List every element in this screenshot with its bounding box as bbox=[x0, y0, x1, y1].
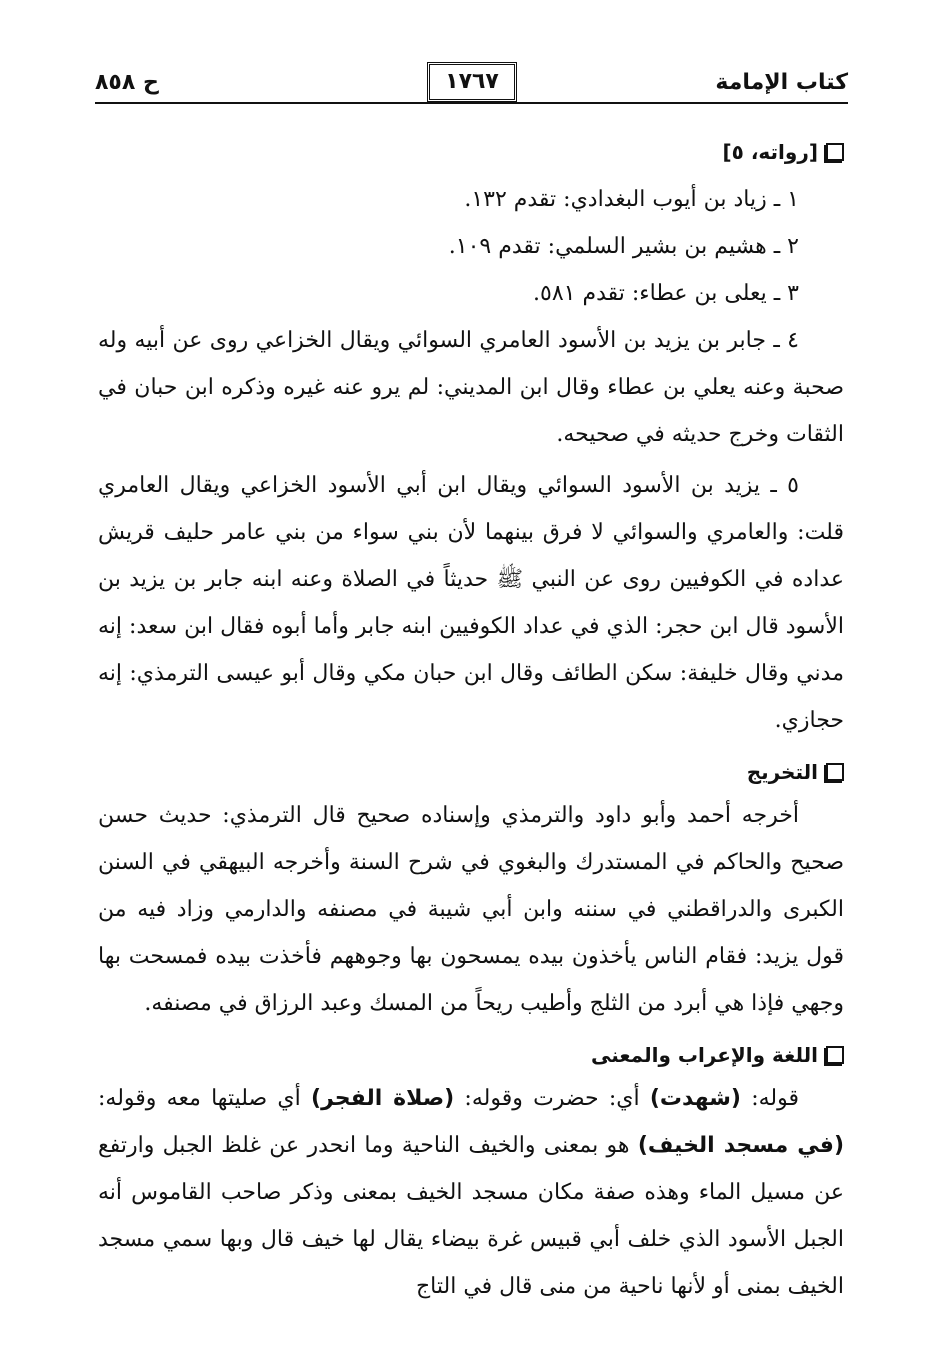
page-header bbox=[95, 62, 848, 112]
page-number: ١٧٦٧ bbox=[427, 62, 517, 102]
narrator-item: ٥ ـ يزيد بن الأسود السوائي ويقال ابن أبي الأسود الخزاعي ويقال العامري قلت: والعامري والسوائي لا فرق بينهما لأن بني سواء من بني عامر حليف قريش عداده في الكوفيين روى عن النبي ﷺ حديثاً في الصلاة وعنه ابنه جابر بن يزيد بن الأسود قال ابن حجر: الذي في عداد الكوفيين ابنه جابر وأما أبوه فقال ابن سعد: إنه مدني وقال خليفة: سكن الطائف وقال ابن حبان مكي وقال أبو عيسى الترمذي: إنه حجازي. bbox=[98, 473, 844, 733]
takhrij-text: أخرجه أحمد وأبو داود والترمذي وإسناده صحيح قال الترمذي: حديث حسن صحيح والحاكم في المستدرك والبغوي في شرح السنة وأخرجه البيهقي في السنن الكبرى والدراقطني في سننه وابن أبي شيبة في مصنفه والدارمي وزاد فيه من قول يزيد: فقام الناس يأخذون بيده يمسحون بها وجوههم فأخذت بيده فمسحت بها وجهي فإذا هي أبرد من الثلج وأطيب ريحاً من المسك وعبد الرزاق في مصنفه. bbox=[98, 803, 844, 1016]
checkbox-icon bbox=[826, 1046, 844, 1064]
takhrij-heading-text: التخريج bbox=[746, 760, 818, 784]
language-text bbox=[98, 1075, 844, 1310]
term-shahidtu: (شهدت) bbox=[649, 1086, 741, 1111]
hadith-number: ح ٨٥٨ bbox=[95, 70, 159, 95]
text-run: أي: حضرت وقوله: bbox=[454, 1086, 650, 1111]
text-run: قوله: bbox=[740, 1086, 799, 1111]
checkbox-icon bbox=[826, 763, 844, 781]
checkbox-icon bbox=[826, 143, 844, 161]
page-body bbox=[98, 132, 844, 1310]
narrator-item: ٢ ـ هشيم بن بشير السلمي: تقدم ١٠٩. bbox=[448, 234, 799, 259]
header-rule bbox=[95, 102, 848, 104]
takhrij-heading bbox=[98, 752, 844, 792]
text-run: أي صليتها معه وقوله: bbox=[98, 1086, 312, 1111]
narrators-heading-text: [رواته، ٥] bbox=[722, 140, 818, 164]
language-heading-text: اللغة والإعراب والمعنى bbox=[590, 1043, 818, 1067]
term-salat-alfajr: (صلاة الفجر) bbox=[311, 1086, 455, 1111]
language-heading bbox=[98, 1035, 844, 1075]
book-title: كتاب الإمامة bbox=[715, 70, 848, 95]
narrator-item: ١ ـ زياد بن أيوب البغدادي: تقدم ١٣٢. bbox=[464, 187, 799, 212]
narrators-heading bbox=[98, 132, 844, 172]
narrator-item: ٣ ـ يعلى بن عطاء: تقدم ٥٨١. bbox=[533, 281, 799, 306]
term-masjid-alkhayf: (في مسجد الخيف) bbox=[637, 1133, 844, 1158]
narrator-item: ٤ ـ جابر بن يزيد بن الأسود العامري السوائي ويقال الخزاعي روى عن أبيه وله صحبة وعنه يعلي بن عطاء وقال ابن المديني: لم يرو عنه غيره وذكره ابن حبان في الثقات وخرج حديثه في صحيحه. bbox=[98, 328, 844, 447]
text-run: هو بمعنى والخيف الناحية وما انحدر عن غلظ الجبل وارتفع عن مسيل الماء وهذه صفة مكان مسجد الخيف بمعنى وذكر صاحب القاموس أنه الجبل الأسود الذي خلف أبي قبيس غرة بيضاء يقال لها خيف قال وبها سمي مسجد الخيف بمنى أو لأنها ناحية من منى قال في التاج bbox=[98, 1133, 844, 1299]
